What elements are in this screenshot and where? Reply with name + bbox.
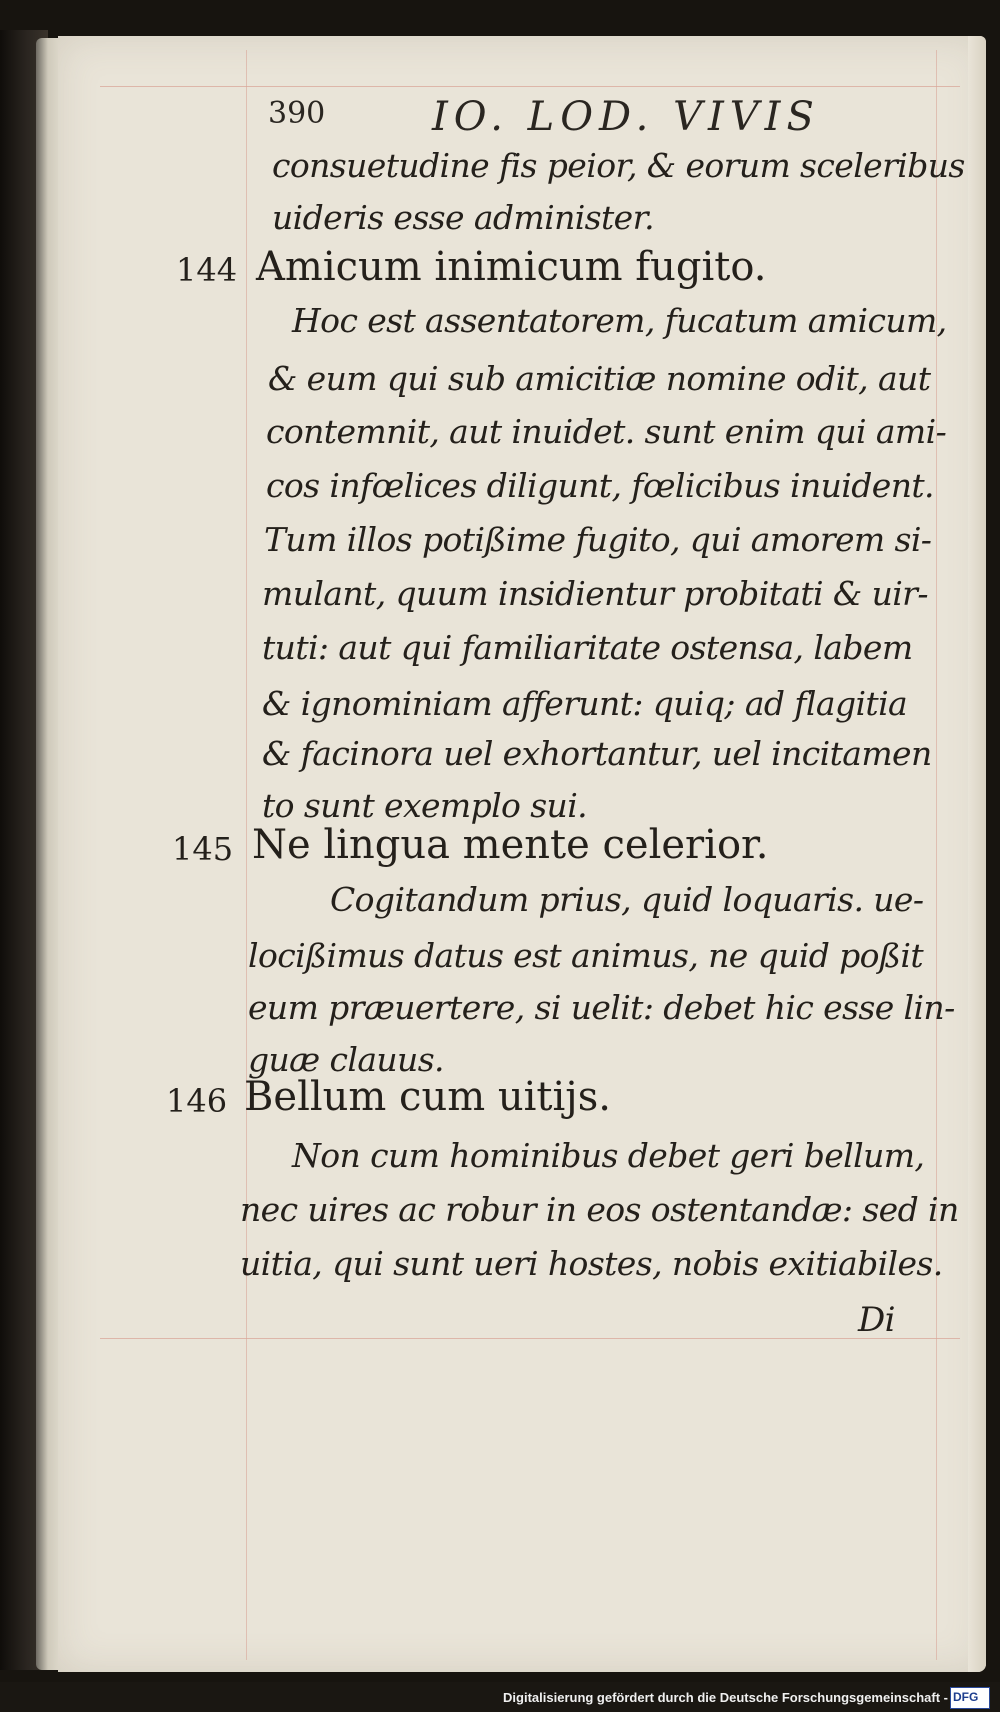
digitization-credit: Digitalisierung gefördert durch die Deutsche Forschungsgemeinschaft - <box>503 1690 948 1705</box>
section-line: & eum qui sub amicitiæ nomine odit, aut <box>268 359 931 398</box>
section-line: nec uires ac robur in eos ostentandæ: sed in <box>240 1190 959 1229</box>
section-line: uitia, qui sunt ueri hostes, nobis exitiabiles. <box>240 1244 943 1283</box>
catchword: Di <box>858 1300 895 1340</box>
ruling-line-left <box>246 50 247 1660</box>
section-motto: Ne lingua mente celerior. <box>252 822 769 868</box>
section-line: Tum illos potißime fugito, qui amorem si- <box>264 520 932 559</box>
section-line: to sunt exemplo sui. <box>262 786 588 825</box>
section-line: cos infœlices diligunt, fœlicibus inuident. <box>266 466 934 505</box>
page-number: 390 <box>268 96 326 131</box>
section-motto: Bellum cum uitijs. <box>244 1074 611 1120</box>
ruling-line-top <box>100 86 960 87</box>
section-line: contemnit, aut inuidet. sunt enim qui ami- <box>266 412 947 451</box>
section-number: 144 <box>176 251 238 289</box>
section-line: eum præuertere, si uelit: debet hic esse lin- <box>248 988 955 1027</box>
section-motto: Amicum inimicum fugito. <box>256 244 767 290</box>
section-line: guæ clauus. <box>248 1040 444 1079</box>
section-line: Non cum hominibus debet geri bellum, <box>292 1136 925 1175</box>
section-line: tuti: aut qui familiaritate ostensa, labem <box>262 628 913 667</box>
section-line: Hoc est assentatorem, fucatum amicum, <box>292 301 947 340</box>
ruling-line-right <box>936 50 937 1660</box>
page-edge-right <box>968 36 986 1672</box>
dfg-logo-icon: DFG <box>950 1687 990 1709</box>
section-line: locißimus datus est animus, ne quid poßit <box>248 936 923 975</box>
ruling-line-bottom <box>100 1338 960 1339</box>
section-line: mulant, quum insidientur probitati & uir- <box>262 574 928 613</box>
section-number: 146 <box>166 1082 228 1120</box>
intro-line: consuetudine fis peior, & eorum sceleribus <box>272 146 965 185</box>
section-number: 145 <box>172 830 234 868</box>
section-line: & ignominiam afferunt: quiq; ad flagitia <box>262 684 908 723</box>
intro-line: uideris esse administer. <box>272 198 655 237</box>
section-line: Cogitandum prius, quid loquaris. ue- <box>330 880 924 919</box>
section-line: & facinora uel exhortantur, uel incitamen <box>262 734 932 773</box>
running-title: IO. LOD. VIVIS <box>432 94 820 140</box>
